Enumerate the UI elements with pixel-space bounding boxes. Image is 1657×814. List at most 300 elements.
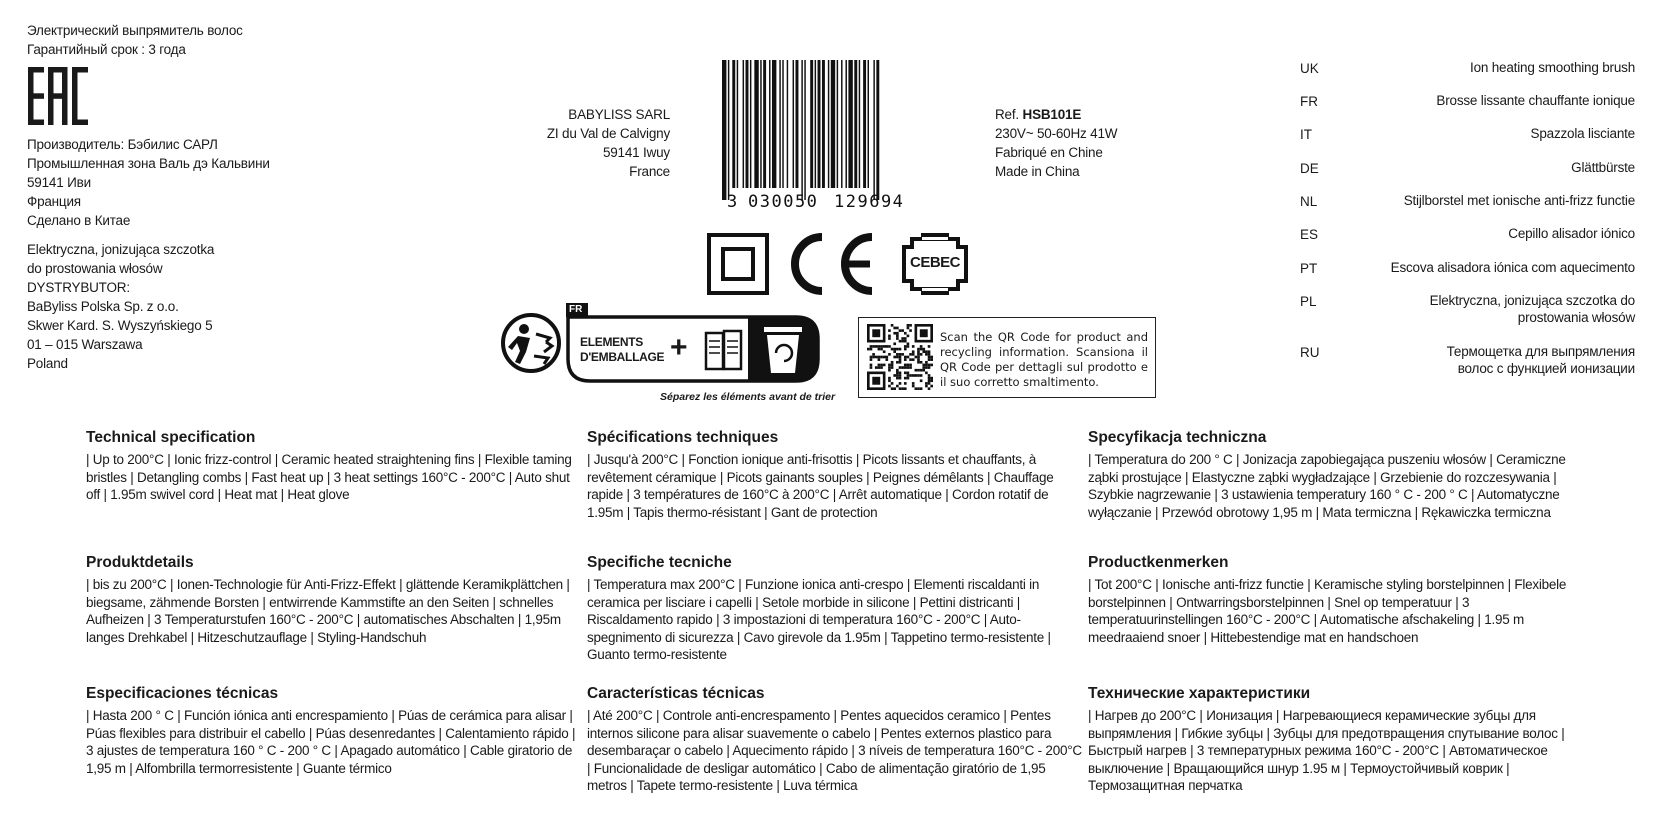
spec-body: | Jusqu'à 200°C | Fonction ionique anti-frisottis | Picots lissants et chauffants, à revêtement céramique | Picots gainants souples | Peignes démêlants | Chauffage rapide | 3 températures de 160°C à 200°C | Arrêt automatique | Cordon rotatif de 1.95m | Tapis thermo-résistant | Gant de protection <box>587 452 1054 520</box>
barcode-bar <box>763 60 766 188</box>
qr-module <box>912 374 915 377</box>
barcode-digit-first: 3 <box>727 192 738 210</box>
spec-title: Технические характеристики <box>1088 685 1311 702</box>
qr-module <box>915 387 918 390</box>
address-line: BABYLISS SARL <box>568 107 670 122</box>
qr-module <box>870 348 873 351</box>
qr-module <box>904 364 907 367</box>
qr-module <box>878 358 881 361</box>
qr-module <box>893 374 896 377</box>
triman-logo <box>500 312 562 379</box>
ref-prefix: Ref. <box>995 107 1023 122</box>
qr-module <box>896 337 899 340</box>
qr-module <box>917 353 920 356</box>
barcode-bar <box>750 60 751 188</box>
barcode-bar <box>818 60 821 188</box>
spec-title: Specifiche tecniche <box>587 554 732 571</box>
qr-module <box>885 356 888 359</box>
qr-module <box>925 366 928 369</box>
qr-module <box>904 366 907 369</box>
barcode-bar <box>804 60 805 200</box>
plus-sign: + <box>670 331 688 364</box>
address-line: 59141 Iwuy <box>602 145 670 160</box>
qr-module <box>922 366 925 369</box>
qr-module <box>930 364 933 367</box>
qr-module <box>912 382 915 385</box>
pl-line: Elektryczna, jonizująca szczotka <box>27 242 215 257</box>
qr-module <box>917 356 920 359</box>
qr-module <box>896 377 899 380</box>
spec-body: | Tot 200°C | Ionische anti-frizz functie | Keramische styling borstelpinnen | Flexibele borstelpinnen | Ontwarringsborstelpinnen | Snel op temperatuur | 3 temperatuurinstellingen 160°C - 200°C | Automatische afschakeling | 1.95 m meedraaiend snoer | Hittebestendige mat en handschoen <box>1088 577 1567 645</box>
qr-module <box>909 374 912 377</box>
qr-module <box>912 350 915 353</box>
qr-module <box>909 364 912 367</box>
barcode-bar <box>728 60 729 200</box>
class-ii-icon <box>707 233 769 295</box>
qr-module <box>909 324 912 327</box>
qr-module <box>917 374 920 377</box>
qr-module <box>883 356 886 359</box>
barcode-bar <box>859 60 860 188</box>
qr-module <box>896 369 899 372</box>
qr-module <box>878 364 881 367</box>
spec-body: | bis zu 200°C | Ionen-Technologie für Anti-Frizz-Effekt | glättende Keramikplättchen | biegsame, zähmende Borsten | entwirrende Kammstifte an den Seiten | schnelles Aufheizen | 3 Temperaturstufen 160°C - 200°C | automatisches Abschalten | 1,95m langes Drehkabel | Hitzeschutzauflage | Styling-Handschuh <box>86 577 570 645</box>
qr-module <box>870 366 873 369</box>
ru-product-name: Электрический выпрямитель волос <box>27 23 243 38</box>
barcode-bar <box>873 60 874 200</box>
barcode-bar <box>793 60 794 188</box>
qr-module <box>893 327 896 330</box>
spec-block-it <box>587 553 1085 664</box>
made-in-fr: Fabriqué en Chine <box>995 145 1103 160</box>
barcode-bar <box>743 60 744 188</box>
ru-mfr-line: Производитель: Бэбилис САРЛ <box>27 137 218 152</box>
barcode-bar <box>754 60 758 188</box>
qr-module <box>893 342 896 345</box>
pl-line: Skwer Kard. S. Wyszyńskiego 5 <box>27 318 213 333</box>
qr-module <box>896 374 899 377</box>
qr-module <box>907 327 910 330</box>
language-product-name: Ion heating smoothing brush <box>1470 60 1635 75</box>
qr-module <box>883 364 886 367</box>
qr-module <box>928 345 931 348</box>
qr-module <box>915 356 918 359</box>
qr-module <box>917 387 920 390</box>
qr-module <box>928 374 931 377</box>
qr-module <box>925 385 928 388</box>
qr-module <box>896 348 899 351</box>
qr-module <box>912 385 915 388</box>
qr-module <box>920 353 923 356</box>
language-product-name: Brosse lissante chauffante ionique <box>1436 93 1635 108</box>
qr-module <box>904 337 907 340</box>
qr-finder <box>872 329 880 337</box>
qr-module <box>896 356 899 359</box>
qr-module <box>917 361 920 364</box>
language-product-name: Stijlborstel met ionische anti-frizz functie <box>1403 193 1635 208</box>
packaging-label-line1: ELEMENTS <box>580 335 643 349</box>
qr-module <box>930 385 933 388</box>
qr-module <box>896 332 899 335</box>
qr-module <box>893 356 896 359</box>
qr-module <box>925 353 928 356</box>
qr-module <box>878 356 881 359</box>
ru-manufacturer-block <box>27 135 270 230</box>
spec-title: Características técnicas <box>587 685 765 702</box>
spec-block-pt <box>587 684 1085 795</box>
qr-module <box>899 353 902 356</box>
qr-module <box>893 350 896 353</box>
qr-module <box>904 382 907 385</box>
qr-module <box>870 356 873 359</box>
qr-module <box>922 364 925 367</box>
spec-body: | Temperatura do 200 ° C | Jonizacja zapobiegająca puszeniu włosów | Ceramiczne ząbki prostujące | Elastyczne ząbki wygładzające | Grzebienie do rozczesywania | Szybkie nagrzewanie | 3 ustawienia temperatury 160 ° C - 200 ° C | Automatyczne wyłączanie | Przewód obrotowy 1,95 m | Mata termiczna | Rękawiczka termiczna <box>1088 452 1566 520</box>
qr-module <box>922 369 925 372</box>
recycling-info-block <box>566 303 826 394</box>
qr-module <box>872 345 875 348</box>
qr-notice-box <box>858 317 1156 398</box>
barcode-bar <box>787 60 788 188</box>
barcode-bar <box>848 60 852 188</box>
qr-module <box>928 358 931 361</box>
qr-module <box>880 364 883 367</box>
qr-module <box>925 382 928 385</box>
qr-module <box>888 345 891 348</box>
qr-module <box>928 366 931 369</box>
language-code: PL <box>1300 294 1317 309</box>
eac-mark-icon <box>28 67 88 125</box>
qr-module <box>901 387 904 390</box>
barcode-bar <box>737 60 738 188</box>
ce-icon <box>788 233 878 295</box>
qr-module <box>888 379 891 382</box>
qr-module <box>867 348 870 351</box>
qr-module <box>909 329 912 332</box>
qr-module <box>878 366 881 369</box>
qr-module <box>885 345 888 348</box>
barcode-digits-left: 030050 <box>748 192 819 210</box>
qr-module <box>912 345 915 348</box>
qr-module <box>870 345 873 348</box>
barcode-bar <box>822 60 825 188</box>
language-code: ES <box>1300 227 1319 242</box>
qr-module <box>880 348 883 351</box>
qr-module <box>928 382 931 385</box>
qr-module <box>917 358 920 361</box>
spec-title: Productkenmerken <box>1088 554 1229 571</box>
triman-icon <box>500 312 562 374</box>
spec-block-de <box>86 553 584 646</box>
qr-module <box>896 327 899 330</box>
qr-module <box>925 361 928 364</box>
qr-module <box>899 366 902 369</box>
address-line: France <box>629 164 670 179</box>
spec-block-nl <box>1088 553 1568 646</box>
qr-module <box>920 374 923 377</box>
language-product-name: Термощетка для выпрямления волос с функцией ионизации <box>1446 344 1635 376</box>
barcode-bar <box>769 60 770 188</box>
qr-module <box>904 358 907 361</box>
qr-module <box>904 340 907 343</box>
qr-module <box>891 324 894 327</box>
barcode-bar <box>815 60 816 188</box>
packaging-label-line2: D'EMBALLAGE <box>580 350 665 364</box>
qr-module <box>888 329 891 332</box>
qr-module <box>878 348 881 351</box>
spec-block-es <box>86 684 584 777</box>
qr-module <box>883 350 886 353</box>
qr-module <box>899 374 902 377</box>
qr-module <box>891 387 894 390</box>
qr-module <box>907 335 910 338</box>
qr-module <box>904 332 907 335</box>
qr-module <box>896 353 899 356</box>
qr-module <box>925 350 928 353</box>
qr-module <box>920 387 923 390</box>
qr-module <box>899 358 902 361</box>
barcode-bar <box>782 60 783 188</box>
qr-module <box>880 356 883 359</box>
spec-title: Produktdetails <box>86 554 194 571</box>
pl-line: 01 – 015 Warszawa <box>27 337 143 352</box>
qr-module <box>930 379 933 382</box>
qr-module <box>901 340 904 343</box>
pl-line: DYSTRYBUTOR: <box>27 280 130 295</box>
qr-module <box>917 350 920 353</box>
qr-module <box>899 356 902 359</box>
qr-module <box>891 361 894 364</box>
spec-title: Especificaciones técnicas <box>86 685 279 702</box>
pl-distributor-block <box>27 240 214 373</box>
qr-module <box>920 369 923 372</box>
made-in-en: Made in China <box>995 164 1080 179</box>
spec-block-fr <box>587 428 1085 521</box>
spec-block-en <box>86 428 584 504</box>
qr-module <box>893 348 896 351</box>
qr-module <box>875 356 878 359</box>
qr-module <box>880 366 883 369</box>
language-code: NL <box>1300 194 1318 209</box>
qr-module <box>899 377 902 380</box>
qr-module <box>907 342 910 345</box>
language-code: RU <box>1300 345 1320 360</box>
qr-module <box>907 356 910 359</box>
spec-body: | Até 200°C | Controle anti-encrespamento | Pentes aquecidos ceramico | Pentes internos silicone para alisar suavemente o cabelo | Pentes externos plastico para desembaraçar o cabelo | Aquecimento rápido | 3 níveis de temperatura 160°C - 200°C | Funcionalidade de desligar automático | Cabo de alimentação giratório de 1,95 metros | Tapete termo-resistente | Luva térmica <box>587 708 1082 793</box>
spec-title: Specyfikacja techniczna <box>1088 429 1267 446</box>
spec-body: | Нагрев до 200°C | Ионизация | Нагревающиеся керамические зубцы для выпрямления | Гибкие зубцы | Зубцы для предотвращения спутывание волос | Быстрый нагрев | 3 температурных режима 160°C - 200°C | Автоматическое выключение | Вращающийся шнур 1.95 м | Термоустойчивый коврик | Термозащитная перчатка <box>1088 708 1565 793</box>
pl-line: do prostowania włosów <box>27 261 163 276</box>
qr-module <box>899 387 902 390</box>
spec-body: | Hasta 200 ° C | Función iónica anti encrespamiento | Púas de cerámica para alisar | Púas flexibles para distribuir el cabello | Púas desenredantes | Calentamiento rápido | 3 ajustes de temperatura 160 ° C - 200 ° C | Apagado automático | Cable giratorio de 1,95 m | Alfombrilla termorresistente | Guante térmico <box>86 708 576 776</box>
ref-line <box>995 105 1117 124</box>
qr-module <box>899 382 902 385</box>
qr-module <box>870 358 873 361</box>
barcode-bar <box>837 60 838 188</box>
qr-finder <box>872 377 880 385</box>
barcode-digits-right: 129694 <box>834 192 905 210</box>
qr-module <box>920 348 923 351</box>
barcode-bar <box>801 60 802 200</box>
spec-body: | Up to 200°C | Ionic frizz-control | Ceramic heated straightening fins | Flexible taming bristles | Detangling combs | Fast heat up | 3 heat settings 160°C - 200°C | Auto shut off | 1.95m swivel cord | Heat mat | Heat glove <box>86 452 572 502</box>
sorting-note: Séparez les éléments avant de trier <box>660 391 836 403</box>
qr-module <box>917 369 920 372</box>
qr-module <box>872 353 875 356</box>
qr-module <box>888 385 891 388</box>
qr-module <box>912 353 915 356</box>
qr-module <box>928 356 931 359</box>
language-product-name: Spazzola lisciante <box>1530 126 1635 141</box>
pl-line: Poland <box>27 356 68 371</box>
barcode-bar <box>722 60 726 200</box>
qr-module <box>901 366 904 369</box>
qr-module <box>904 372 907 375</box>
qr-module <box>928 350 931 353</box>
language-code: UK <box>1300 61 1319 76</box>
spec-title: Technical specification <box>86 429 256 446</box>
barcode-bar <box>810 60 813 188</box>
qr-module <box>907 366 910 369</box>
qr-finder <box>920 329 928 337</box>
qr-module <box>896 335 899 338</box>
pl-line: BaByliss Polska Sp. z o.o. <box>27 299 179 314</box>
qr-module <box>893 387 896 390</box>
barcode-bar <box>854 60 857 188</box>
qr-module <box>875 345 878 348</box>
qr-notice-text: Scan the QR Code for product and recycling information. Scansiona il QR Code per dettagli sul prodotto e il suo corretto smaltimento. <box>940 330 1148 389</box>
qr-module <box>920 379 923 382</box>
barcode-bar <box>863 60 866 188</box>
qr-module <box>907 377 910 380</box>
qr-module <box>909 366 912 369</box>
qr-module <box>928 364 931 367</box>
qr-module <box>928 353 931 356</box>
qr-module <box>888 364 891 367</box>
qr-module <box>883 345 886 348</box>
double-insulation-mark <box>707 233 769 300</box>
qr-module <box>888 369 891 372</box>
qr-code-icon[interactable] <box>867 324 933 390</box>
qr-module <box>930 358 933 361</box>
qr-module <box>891 366 894 369</box>
qr-module <box>907 364 910 367</box>
cebec-mark <box>900 233 970 300</box>
qr-module <box>872 356 875 359</box>
language-code: PT <box>1300 261 1318 276</box>
ru-warranty: Гарантийный срок : 3 года <box>27 42 186 57</box>
qr-module <box>904 387 907 390</box>
ref-code: HSB101E <box>1022 107 1082 122</box>
qr-module <box>901 353 904 356</box>
qr-module <box>907 374 910 377</box>
qr-module <box>888 377 891 380</box>
electrical-rating: 230V~ 50-60Hz 41W <box>995 126 1118 141</box>
qr-module <box>904 348 907 351</box>
ru-mfr-line: Промышленная зона Валь дэ Кальвини <box>27 156 270 171</box>
ce-mark <box>788 233 878 300</box>
qr-module <box>915 374 918 377</box>
qr-module <box>904 377 907 380</box>
qr-module <box>904 345 907 348</box>
barcode <box>720 60 935 215</box>
language-code: FR <box>1300 94 1318 109</box>
qr-module <box>870 364 873 367</box>
barcode-bar <box>868 60 869 188</box>
product-reference <box>995 105 1117 181</box>
language-product-name: Cepillo alisador iónico <box>1508 226 1635 241</box>
qr-module <box>930 377 933 380</box>
qr-module <box>896 372 899 375</box>
qr-module <box>891 348 894 351</box>
spec-body: | Temperatura max 200°C | Funzione ionica anti-crespo | Elementi riscaldanti in ceramica per lisciare i capelli | Setole morbide in silicone | Pettini districanti | Riscaldamento rapido | 3 impostazioni di temperatura 160°C - 200°C | Auto-spegnimento di sicurezza | Cavo girevole da 1.95m | Tappetino termo-resistente | Guanto termo-resistente <box>587 577 1051 662</box>
qr-module <box>899 361 902 364</box>
qr-module <box>899 329 902 332</box>
cebec-label: CEBEC <box>909 254 960 271</box>
qr-module <box>915 369 918 372</box>
qr-module <box>899 340 902 343</box>
barcode-bar <box>876 60 879 200</box>
qr-module <box>909 358 912 361</box>
spec-block-ru <box>1088 684 1568 795</box>
qr-module <box>907 324 910 327</box>
qr-module <box>925 372 928 375</box>
ean-barcode <box>720 60 935 210</box>
barcode-bar <box>779 60 780 188</box>
qr-module <box>891 364 894 367</box>
barcode-bar <box>845 60 846 188</box>
qr-module <box>885 358 888 361</box>
qr-module <box>896 385 899 388</box>
spec-title: Spécifications techniques <box>587 429 779 446</box>
barcode-bar <box>732 60 735 188</box>
qr-module <box>904 356 907 359</box>
packaging-label <box>580 335 664 365</box>
qr-module <box>899 372 902 375</box>
qr-module <box>930 356 933 359</box>
qr-module <box>896 361 899 364</box>
manufacturer-address <box>500 105 670 181</box>
ru-mfr-line: Франция <box>27 194 81 209</box>
qr-module <box>925 364 928 367</box>
qr-module <box>899 348 902 351</box>
qr-module <box>917 348 920 351</box>
qr-module <box>907 372 910 375</box>
badge-country: FR <box>569 304 583 315</box>
language-product-name: Escova alisadora iónica com aquecimento <box>1390 260 1635 275</box>
qr-module <box>901 329 904 332</box>
qr-module <box>875 366 878 369</box>
barcode-bar <box>746 60 749 188</box>
barcode-bar <box>796 60 799 188</box>
barcode-bar <box>828 60 829 188</box>
qr-module <box>891 382 894 385</box>
language-product-name: Elektryczna, jonizująca szczotka do prostowania włosów <box>1429 293 1635 325</box>
language-code: DE <box>1300 161 1319 176</box>
qr-module <box>907 345 910 348</box>
language-code: IT <box>1300 127 1312 142</box>
qr-module <box>878 345 881 348</box>
qr-module <box>928 387 931 390</box>
spec-block-pl <box>1088 428 1568 521</box>
barcode-bar <box>760 60 761 188</box>
qr-module <box>920 345 923 348</box>
qr-module <box>888 353 891 356</box>
qr-module <box>888 335 891 338</box>
qr-module <box>922 348 925 351</box>
qr-module <box>880 345 883 348</box>
qr-module <box>888 366 891 369</box>
qr-module <box>928 377 931 380</box>
qr-module <box>901 337 904 340</box>
